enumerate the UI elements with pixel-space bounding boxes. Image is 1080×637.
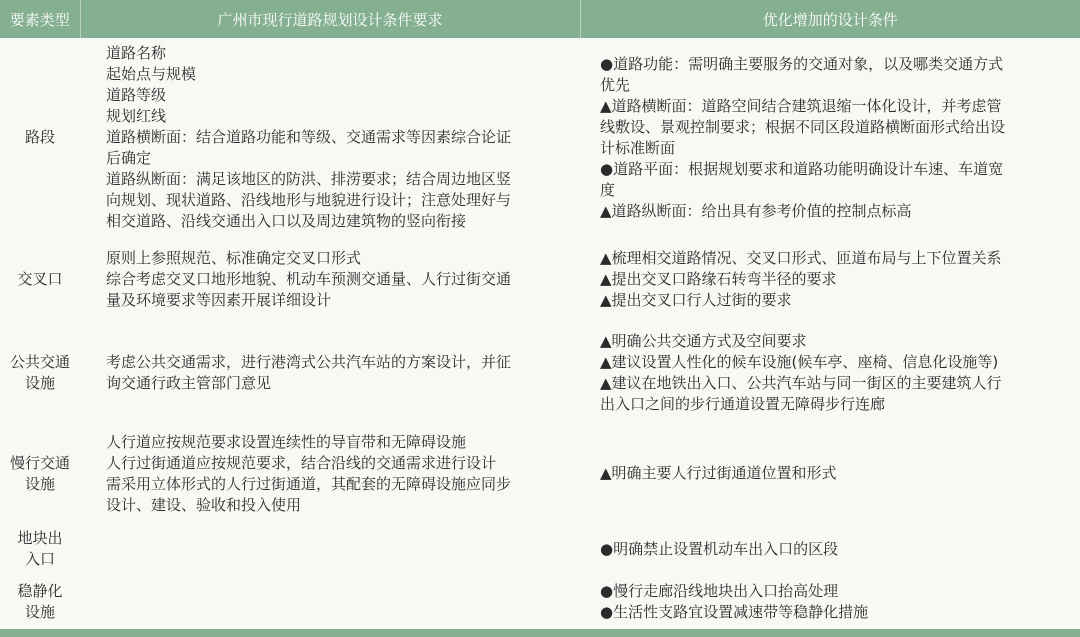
row-type-label: 慢行交通: [9, 453, 70, 472]
optimized-line: ▲提出交叉口行人过街的要求: [600, 290, 792, 309]
optimized-line: ●慢行走廊沿线地块出入口抬高处理: [600, 582, 839, 600]
optimized-line: ●道路平面：根据规划要求和道路功能明确设计车速、车道宽: [600, 159, 1004, 178]
header-current-requirements: 广州市现行道路规划设计条件要求: [80, 0, 580, 38]
current-line: 量及环境要求等因素开展详细设计: [106, 290, 332, 309]
current-line: 综合考虑交叉口地形地貌、机动车预测交通量、人行过街交通: [106, 269, 512, 288]
row-type-label: 设施: [24, 474, 55, 493]
optimized-conditions-cell: [580, 237, 1080, 321]
row-type-label: 设施: [24, 373, 55, 392]
optimized-conditions-cell: [580, 321, 1080, 424]
current-requirements-cell: [80, 321, 580, 424]
optimized-line: ●生活性支路宜设置减速带等稳静化措施: [600, 603, 869, 621]
current-line: 人行过街通道应按规范要求，结合沿线的交通需求进行设计: [106, 453, 497, 472]
optimized-line: ●明确禁止设置机动车出入口的区段: [600, 539, 839, 558]
row-type-cell: [0, 575, 80, 629]
row-type-label: 地块出: [17, 529, 63, 547]
optimized-line: 计标准断面: [600, 138, 676, 157]
row-type-label: 交叉口: [17, 269, 63, 288]
optimized-conditions-cell: [580, 424, 1080, 523]
current-line: 原则上参照规范、标准确定交叉口形式: [106, 248, 362, 267]
header-element-type: 要素类型: [0, 0, 80, 38]
row-type-label: 稳静化: [17, 582, 63, 600]
optimized-conditions-cell: [580, 575, 1080, 629]
table-header-row: [0, 0, 1080, 38]
current-line: 需采用立体形式的人行过街通道，其配套的无障碍设施应同步: [106, 474, 512, 493]
current-line: 人行道应按规范要求设置连续性的导盲带和无障碍设施: [106, 432, 467, 451]
optimized-line: ▲道路纵断面：给出具有参考价值的控制点标高: [600, 201, 912, 220]
current-requirements-cell: [80, 424, 580, 523]
current-line: 起始点与规模: [106, 65, 197, 83]
row-type-cell: [0, 424, 80, 523]
optimized-line: ▲建议设置人性化的候车设施(候车亭、座椅、信息化设施等): [600, 352, 999, 371]
table-row-public-transit: [0, 321, 1080, 424]
optimized-conditions-cell: [580, 523, 1080, 575]
optimized-line: ▲明确主要人行过街通道位置和形式: [600, 464, 837, 482]
table-row-slow-traffic: [0, 424, 1080, 523]
current-line: 考虑公共交通需求，进行港湾式公共汽车站的方案设计，并征: [106, 352, 512, 371]
optimized-line: ▲道路横断面：道路空间结合建筑退缩一体化设计，并考虑管: [600, 96, 1002, 115]
optimized-line: ●道路功能：需明确主要服务的交通对象，以及哪类交通方式: [600, 54, 1004, 73]
table-row-plot-access: [0, 523, 1080, 575]
table-row-intersection: [0, 237, 1080, 321]
row-type-cell: [0, 237, 80, 321]
optimized-line: ▲提出交叉口路缘石转弯半径的要求: [600, 269, 837, 288]
optimized-line: 出入口之间的步行通道设置无障碍步行连廊: [600, 394, 886, 413]
current-requirements-cell: [80, 575, 580, 629]
current-requirements-cell: [80, 523, 580, 575]
row-type-label: 公共交通: [9, 352, 70, 371]
current-line: 道路纵断面：满足该地区的防洪、排涝要求；结合周边地区竖: [106, 170, 512, 188]
current-line: 向规划、现状道路、沿线地形与地貌进行设计；注意处理好与: [106, 191, 512, 209]
row-type-cell: [0, 38, 80, 237]
current-line: 相交道路、沿线交通出入口以及周边建筑物的竖向衔接: [106, 212, 467, 230]
current-line: 道路横断面：结合道路功能和等级、交通需求等因素综合论证: [106, 128, 512, 146]
current-line: 道路名称: [106, 44, 167, 62]
row-type-label: 入口: [24, 550, 55, 568]
row-type-label: 路段: [24, 128, 55, 146]
table-bottom-rule: [0, 629, 1080, 637]
current-requirements-cell: [80, 38, 580, 237]
row-type-cell: [0, 321, 80, 424]
current-line: 询交通行政主管部门意见: [106, 373, 272, 392]
optimized-line: 度: [600, 180, 616, 199]
header-optimized-conditions: 优化增加的设计条件: [580, 0, 1080, 38]
current-line: 设计、建设、验收和投入使用: [106, 495, 302, 514]
optimized-line: ▲明确公共交通方式及空间要求: [600, 331, 807, 350]
current-line: 规划红线: [106, 107, 167, 125]
row-type-cell: [0, 523, 80, 575]
row-type-label: 设施: [24, 603, 55, 621]
optimized-line: 优先: [600, 75, 631, 94]
current-line: 道路等级: [106, 86, 167, 104]
current-requirements-cell: [80, 237, 580, 321]
optimized-line: ▲梳理相交道路情况、交叉口形式、匝道布局与上下位置关系: [600, 248, 1002, 267]
optimized-line: ▲建议在地铁出入口、公共汽车站与同一街区的主要建筑人行: [600, 373, 1002, 392]
optimized-line: 线敷设、景观控制要求；根据不同区段道路横断面形式给出设: [600, 117, 1006, 136]
optimized-conditions-cell: [580, 38, 1080, 237]
table-row-road-segment: [0, 38, 1080, 237]
current-line: 后确定: [106, 149, 152, 167]
table-row-traffic-calming: [0, 575, 1080, 629]
